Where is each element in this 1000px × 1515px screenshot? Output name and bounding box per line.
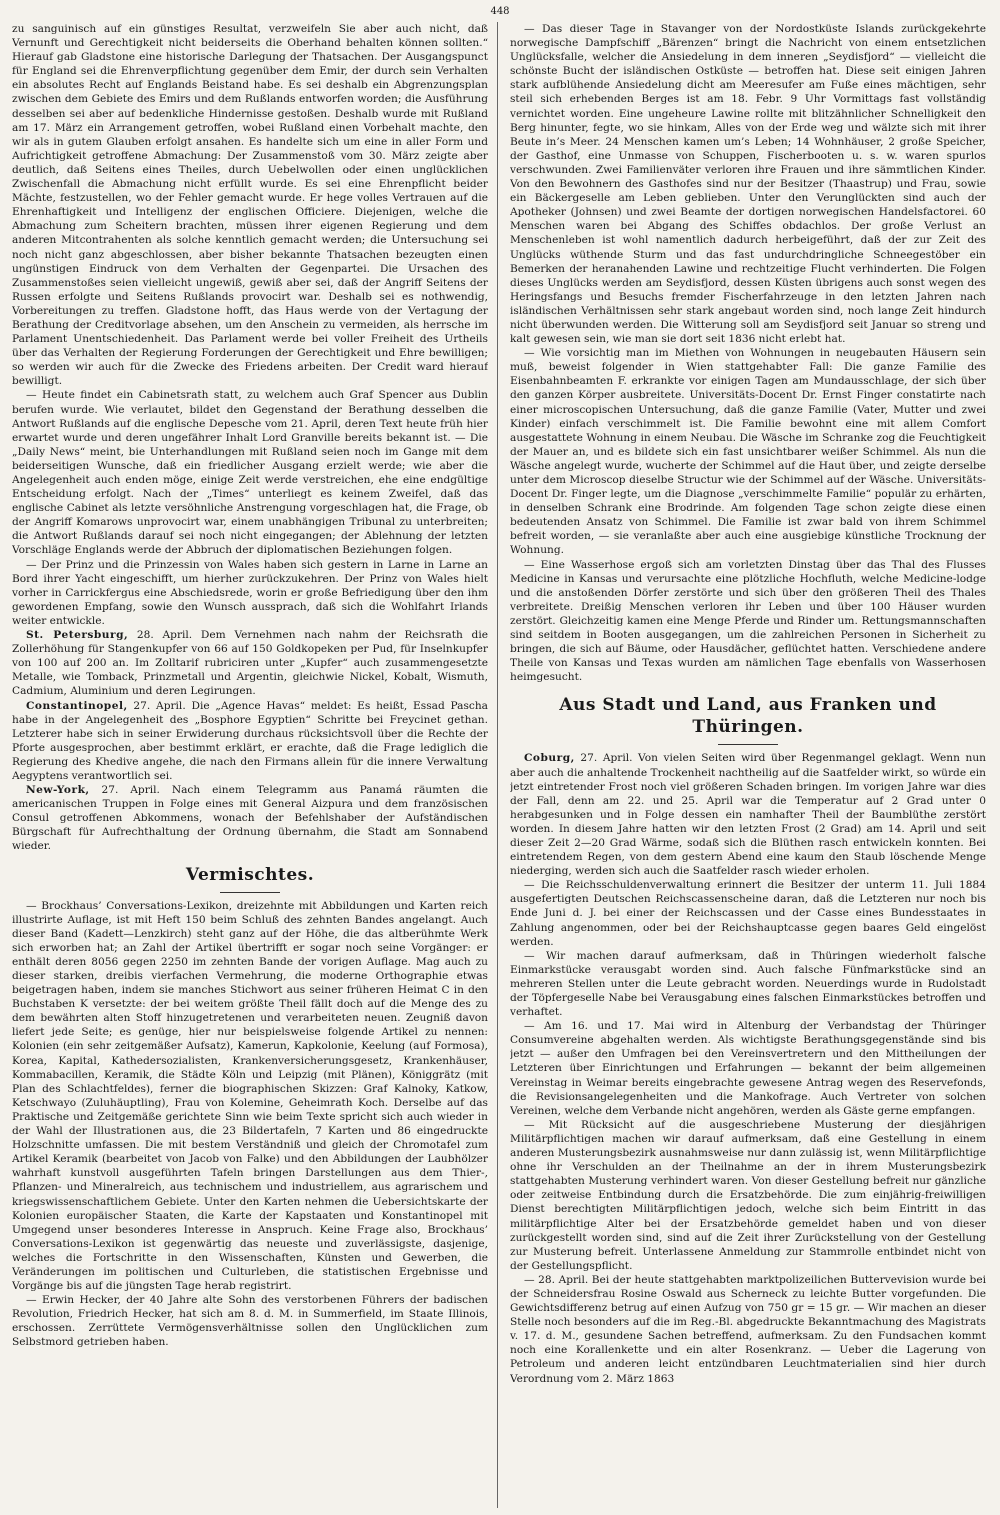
- article-constantinopel-text: 27. April. Die „Agence Havas“ meldet: Es heißt, Essad Pascha habe in der Angelegenheit des „Bosphore Egyptien“ Schritte bei Freycinet gethan. Letzterer habe sich in seiner Erwiderung durchaus rücksichtsvoll über die Rechte der Pforte ausgesprochen, aber bestimmt erklärt, er erachte, daß die Frage lediglich die Regierung des Khedive angehe, die nach den Firmans allein für die innere Verwaltung Aegyptens verantwortlich sei.: [12, 699, 488, 782]
- dateline-new-york: New-York,: [26, 784, 90, 797]
- right-column: [510, 22, 986, 1508]
- left-column: [12, 22, 488, 1508]
- article-coburg: [510, 751, 986, 878]
- section-divider: [718, 744, 778, 745]
- dateline-coburg: Coburg,: [524, 752, 575, 765]
- article-new-york: [12, 783, 488, 853]
- article-new-york-text: 27. April. Nach einem Telegramm aus Panamá räumten die americanischen Truppen in Folge eines mit General Aizpura und dem französischen Consul getroffenen Abkommens, wonach der Befehlshaber der Aufständischen Bürgschaft für Aufrechthaltung der Ordnung übernahm, die Stadt am Sonnabend wieder.: [12, 784, 488, 853]
- article-falschgeld: — Wir machen darauf aufmerksam, daß in Thüringen wiederholt falsche Einmarkstücke verausgabt worden sind. Auch falsche Fünfmarkstücke sind an mehreren Stellen unter die Leute gebracht worden. Neuerdings wurde in Rudolstadt der Töpfergeselle Nabe bei Verausgabung eines falschen Einmarkstückes betroffen und verhaftet.: [510, 949, 986, 1019]
- section-title-stadt-und-land: Aus Stadt und Land, aus Franken und Thüringen.: [559, 695, 937, 738]
- article-prince-of-wales: — Der Prinz und die Prinzessin von Wales haben sich gestern in Larne in Larne an Bord ihrer Yacht eingeschifft, um hierher zurückzukehren. Der Prinz von Wales hielt vorher in Carrickfergus eine Abschiedsrede, worin er große Befriedigung über den ihm gewordenen Empfang, sowie den Wunsch aussprach, daß sich die Wohlfahrt Irlands weiter entwickle.: [12, 558, 488, 627]
- article-st-petersburg-text: 28. April. Dem Vernehmen nach nahm der Reichsrath die Zollerhöhung für Stangenkupfer von 66 auf 150 Goldkopeken per Pud, für Inselnkupfer von 100 auf 200 an. Im Zolltarif rubriciren unter „Kupfer“ auch zusammengesetzte Metalle, wie Tomback, Prinzmetall und Argentin, gleichwie Nickel, Kobalt, Wismuth, Cadmium, Aluminium und deren Legirungen.: [12, 629, 488, 698]
- article-st-petersburg: [12, 628, 488, 698]
- article-brockhaus: — Brockhaus’ Conversations-Lexikon, dreizehnte mit Abbildungen und Karten reich illustrirte Auflage, ist mit Heft 150 beim Schluß des zehnten Bandes angelangt. Auch dieser Band (Kadett—Lenzkirch) steht ganz auf der Höhe, die das altberühmte Werk sich erworben hat; an Zahl der Artikel übertrifft er sogar noch seine Vorgänger: er enthält deren 8056 gegen 2250 im zehnten Bande der vorigen Auflage. Mag auch zu dieser starken, dreibis vierfachen Vermehrung, die moderne Orthographie etwas beigetragen haben, indem sie manches Stichwort aus seiner früheren Heimat C in den Buchstaben K versetzte: der bei weitem größte Theil fällt doch auf die Menge des zu dem bewährten alten Stoff hinzugetretenen und verarbeiteten neuen. Zeugniß davon liefert jede Seite; es genüge, hier nur beispielsweise folgende Artikel zu nennen: Kolonien (ein sehr zeitgemäßer Aufsatz), Kamerun, Kapkolonie, Keelung (auf Formosa), Korea, Kapital, Kathedersozialisten, Krankenversicherungsgesetz, Krankenhäuser, Kommabacillen, Keramik, die Städte Köln und Leipzig (mit Plänen), Königgrätz (mit Plan des Schlachtfeldes), ferner die biographischen Skizzen: Graf Kalnoky, Katkow, Ketschwayo (Zuluhäuptling), Frau von Kolemine, Geheimrath Koch. Derselbe auf das Praktische und Zeitgemäße gerichtete Sinn wie beim Texte spricht sich auch wieder in der Wahl der Illustrationen aus, die 23 Bildertafeln, 7 Karten und 86 eingedruckte Holzschnitte umfassen. Die mit bestem Verständniß und gleich der Chromotafel zum Artikel Keramik (bearbeitet von Jacob von Falke) und den Abbildungen der Laubhölzer wahrhaft kunstvoll ausgeführten Tafeln bringen Darstellungen aus dem Thier-, Pflanzen- und Mineralreich, aus technischem und industriellem, aus agrarischem und kriegswissenschaftlichem Gebiete. Unter den Karten nehmen die Uebersichtskarte der Kolonien europäischer Staaten, die Karte der Kapstaaten und Konstantinopel mit Umgegend unser besonderes Interesse in Anspruch. Keine Frage also, Brockhaus’ Conversations-Lexikon ist gegenwärtig das neueste und zuverlässigste, dasjenige, welches die Fortschritte in den Wissenschaften, Künsten und Gewerben, die Veränderungen im politischen und Culturleben, die statistischen Ergebnisse und Vorgänge bis auf die jüngsten Tage herab registrirt.: [12, 899, 488, 1293]
- page-number: 448: [490, 6, 510, 17]
- article-erwin-hecker: — Erwin Hecker, der 40 Jahre alte Sohn des verstorbenen Führers der badischen Revolution, Friedrich Hecker, hat sich am 8. d. M. in Summerfield, im Staate Illinois, erschossen. Zerrüttete Vermögensverhältnisse sollen den Unglücklichen zum Selbstmord getrieben haben.: [12, 1294, 488, 1349]
- section-divider: [220, 892, 280, 893]
- article-reichsschulden: — Die Reichsschuldenverwaltung erinnert die Besitzer der unterm 11. Juli 1884 ausgefertigten Deutschen Reichscassenscheine daran, daß die Letzteren nur noch bis Ende Juni d. J. bei einer der Reichscassen und der Casse eines Bundesstaates in Zahlung angenommen, oder bei der Reichshauptcasse gegen baares Geld eingelöst werden.: [510, 879, 986, 948]
- article-buttervevision: — 28. April. Bei der heute stattgehabten marktpolizeilichen Buttervevision wurde bei der Schneidersfrau Rosine Oswald aus Scherneck zu leichte Butter vorgefunden. Die Gewichtsdifferenz betrug auf einen Aufzug von 750 gr = 15 gr. — Wir machen an dieser Stelle noch besonders auf die im Reg.-Bl. abgedruckte Bekanntmachung des Magistrats v. 17. d. M., gesundene Sachen betreffend, aufmerksam. Zu den Fundsachen kommt noch eine Korallenkette und ein alter Rosenkranz. — Ueber die Lagerung von Petroleum und anderen leicht entzündbaren Leuchtmaterialien sind hier durch Verordnung vom 2. März 1863: [510, 1273, 986, 1385]
- column-divider: [497, 22, 498, 1508]
- article-constantinopel: [12, 699, 488, 784]
- article-seydisfjord: — Das dieser Tage in Stavanger von der Nordostküste Islands zurückgekehrte norwegische Dampfschiff „Bärenzen“ bringt die Nachricht von einem entsetzlichen Unglücksfalle, welcher die Ansiedelung in dem inneren „Seydisfjord“ — vielleicht die schönste Bucht der isländischen Ostküste — betroffen hat. Diese seit einigen Jahren stark aufblühende Ansiedelung dicht am Meeresufer am Fuße eines mächtigen, sehr steil sich erhebenden Berges ist am 18. Febr. 9 Uhr Vormittags fast vollständig vernichtet worden. Eine ungeheure Lawine rollte mit blitzähnlicher Schnelligkeit den Berg hinunter, fegte, wo sie hinkam, Alles von der Erde weg und wälzte sich mit ihrer Beute in’s Meer. 24 Menschen kamen um’s Leben; 14 Wohnhäuser, 2 große Speicher, der Gasthof, eine Unmasse von Schuppen, Fischerbooten u. s. w. waren spurlos verschwunden. Zwei Familienväter verloren ihre Frauen und ihre sämmtlichen Kinder. Von den Bewohnern des Gasthofes sind nur der Besitzer (Thaastrup) und Frau, sowie ein Bäckergeselle am Leben geblieben. Unter den Verunglückten sind auch der Apotheker (Johnsen) und zwei Beamte der dortigen norwegischen Handelsfactorei. 60 Menschen waren bei Abgang des Schiffes obdachlos. Der große Verlust an Menschenleben ist wohl namentlich dadurch herbeigeführt, daß der zur Zeit des Unglücks wüthende Sturm und das fast undurchdringliche Schneegestöber ein Bemerken der heranahenden Lawine und rechtzeitige Flucht verhinderten. Die Folgen dieses Unglücks werden am Seydisfjord, dessen Küsten übrigens auch sonst wegen des Heringsfangs und Besuchs fremder Fischerfahrzeuge in den letzten Jahren nach isländischen Verhältnissen sehr stark angebaut worden sind, noch lange Zeit hindurch nicht überwunden werden. Die Witterung soll am Seydisfjord seit Januar so streng und kalt gewesen sein, wie man sie dort seit 1836 nicht erlebt hat.: [510, 23, 986, 346]
- article-wasserhose: — Eine Wasserhose ergoß sich am vorletzten Dinstag über das Thal des Flusses Medicine in Kansas und verursachte eine plötzliche Hochfluth, welche Medicine-lodge und die anstoßenden Dörfer zerstörte und sich über den größeren Theil des Thales verbreitete. Dreißig Menschen verloren ihr Leben und über 100 Häuser wurden zerstört. Gleichzeitig kamen eine Menge Pferde und Rinder um. Rettungsmannschaften sind seitdem in Booten ausgegangen, um die zahlreichen Personen in Sicherheit zu bringen, die sich auf Bäume, oder Hausdächer, geflüchtet hatten. Verschiedene andere Theile von Kansas und Texas wurden am nämlichen Tage ebenfalls von Wasserhosen heimgesucht.: [510, 558, 986, 684]
- article-coburg-text: 27. April. Von vielen Seiten wird über Regenmangel geklagt. Wenn nun aber auch die anhaltende Trockenheit nachtheilig auf die Saatfelder wirkt, so würde ein jetzt eintretender Frost noch viel größeren Schaden bringen. Im vorigen Jahre war dies der Fall, denn am 22. und 25. April war die Temperatur auf 2 Grad unter 0 herabgesunken und in Folge dessen ein namhafter Theil der Baumblüthe zerstört worden. In diesem Jahre hatten wir den letzten Frost (2 Grad) am 14. April und seit dieser Zeit 2—20 Grad Wärme, sodaß sich die Blüthen rasch entwickeln konnten. Bei eintretendem Regen, von dem gestern Abend eine kaum den Staub löschende Menge niederging, werden sich auch die Saatfelder rasch wieder erholen.: [510, 752, 986, 878]
- article-gladstone: zu sanguinisch auf ein günstiges Resultat, verzweifeln Sie aber auch nicht, daß Vernunft und Gerechtigkeit nicht beiderseits die Oberhand behalten können sollten.“ Hierauf gab Gladstone eine historische Darlegung der Thatsachen. Der Ausgangspunct für England sei die Ehrenverpflichtung gegenüber dem Emir, der durch sein Verhalten ein absolutes Recht auf Englands Beistand habe. Es sei deshalb ein Abgrenzungsplan zwischen dem Gebiete des Emirs und dem Rußlands entworfen worden; die Ausführung desselben sei aber auf bedenkliche Hindernisse gestoßen. Deshalb wurde mit Rußland am 17. März ein Arrangement getroffen, wobei Rußland einen Vorbehalt machte, den wir als in gutem Glauben erfolgt ansahen. Es handelte sich um eine in aller Form und Aufrichtigkeit getroffene Abmachung: Der Zusammenstoß vom 30. März zeigte aber deutlich, daß Seitens eines Theiles, durch Uebelwollen oder einen unglücklichen Zwischenfall die Abmachung nicht erfüllt wurde. Es sei eine Ehrenpflicht beider Mächte, festzustellen, wo der Fehler gemacht wurde. Er hege volles Vertrauen auf die Ehrenhaftigkeit und Intelligenz der englischen Officiere. Diejenigen, welche die Abmachung zum Scheitern brachten, müssen ihrer eigenen Regierung und dem anderen Mitcontrahenten als solche kenntlich gemacht werden; die Untersuchung sei noch nicht ganz abgeschlossen, aber bisher bekannte Thatsachen bezeugten einen ungünstigen Eindruck von dem Verhalten der Gegenpartei. Die Ursachen des Zusammenstoßes seien vielleicht ungewiß, gewiß aber sei, daß der Angriff Seitens der Russen erfolgte und Seitens Rußlands provocirt war. Deshalb sei es nothwendig, Vorbereitungen zu treffen. Gladstone hofft, das Haus werde von der Vertagung der Berathung der Creditvorlage absehen, um den Anschein zu vermeiden, als herrsche im Parlament Unentschiedenheit. Das Parlament werde bei voller Freiheit des Urtheils über das Verhalten der Regierung Forderungen der Gerechtigkeit und Ehre bewilligen; so werden wir auch für die Zwecke des Friedens arbeiten. Der Credit ward hierauf bewilligt.: [12, 23, 488, 388]
- dateline-st-petersburg: St. Petersburg,: [26, 629, 129, 642]
- dateline-constantinopel: Constantinopel,: [26, 699, 128, 712]
- section-title-vermischtes: Vermischtes.: [185, 864, 315, 885]
- article-musterung: — Mit Rücksicht auf die ausgeschriebene Musterung der diesjährigen Militärpflichtigen machen wir darauf aufmerksam, daß eine Gestellung in einem anderen Musterungsbezirk ausnahmsweise nur dann zulässig ist, wenn Militärpflichtige ohne ihr Verschulden an der Theilnahme an der in ihrem Musterungsbezirk stattgehabten Musterung verhindert waren. Von dieser Gestellung befreit nur gänzliche oder zeitweise Entbindung durch die Ersatzbehörde. Die zum einjährig-freiwilligen Dienst berechtigten Militärpflichtigen jedoch, welche sich beim Eintritt in das militärpflichtige Alter bei der Ersatzbehörde gemeldet haben und von dieser zurückgestellt worden sind, sind auf die Zeit ihrer Zurückstellung von der Gestellung zur Musterung befreit. Unterlassene Anmeldung zur Stammrolle entbindet nicht von der Gestellungspflicht.: [510, 1118, 986, 1272]
- article-cabinetsrath: — Heute findet ein Cabinetsrath statt, zu welchem auch Graf Spencer aus Dublin berufen wurde. Wie verlautet, bildet den Gegenstand der Berathung desselben die Antwort Rußlands auf die englische Depesche vom 21. April, deren Text heute früh hier erwartet wurde und deren ungefährer Inhalt Lord Granville bereits bekannt ist. — Die „Daily News“ meint, bie Unterhandlungen mit Rußland seien noch im Gange mit dem beiderseitigen Wunsche, daß ein friedlicher Ausgang erzielt werde; wie aber die Angelegenheit auch enden möge, einige Zeit werde verstreichen, ehe eine endgültige Entscheidung erfolgt. Nach der „Times“ unterliegt es keinem Zweifel, daß das englische Cabinet als letzte versöhnliche Anstrengung vorgeschlagen hat, die Frage, ob der Angriff Komarows unprovocirt war, einem unabhängigen Tribunal zu unterbreiten; die Antwort Rußlands darauf sei noch nicht eingegangen; der Ablehnung der letzten Vorschläge Englands werde der Abbruch der diplomatischen Beziehungen folgen.: [12, 389, 488, 557]
- article-consumvereine: — Am 16. und 17. Mai wird in Altenburg der Verbandstag der Thüringer Consumvereine abgehalten werden. Als wichtigste Berathungsgegenstände sind bis jetzt — außer den Umfragen bei den Vereinsvertretern und den Mittheilungen der Letzteren über Einrichtungen und Erfahrungen — bekannt der beim allgemeinen Vereinstag in Weimar bereits eingebrachte gewesene Antrag wegen des Reservefonds, die Revisionsangelegenheiten und die Mankofrage. Auch Vertreter von solchen Vereinen, welche dem Verbande nicht angehören, werden als Gäste gerne empfangen.: [510, 1020, 986, 1117]
- article-wien-schimmel: — Wie vorsichtig man im Miethen von Wohnungen in neugebauten Häusern sein muß, beweist folgender in Wien stattgehabter Fall: Die ganze Familie des Eisenbahnbeamten F. erkrankte vor einigen Tagen am Mundausschlage, der sich über den ganzen Körper ausbreitete. Universitäts-Docent Dr. Ernst Finger constatirte nach einer microscopischen Untersuchung, daß die ganze Familie (Vater, Mutter und zwei Kinder) einfach verschimmelt ist. Die Familie bewohnt eine mit allem Comfort ausgestattete Wohnung in einem Neubau. Die Wäsche im Schranke zog die Feuchtigkeit der Mauer an, und es bildete sich ein fast unsichtbarer weißer Schimmel. Als nun die Wäsche angelegt wurde, wucherte der Schimmel auf die Haut über, und zeigte derselbe unter dem Microscop dieselbe Structur wie der Schimmel auf der Wäsche. Universitäts-Docent Dr. Finger legte, um die Diagnose „verschimmelte Familie“ populär zu erhärten, in denselben Schrank eine Brodrinde. Am folgenden Tage schon zeigte diese einen bedeutenden Ansatz von Schimmel. Die Familie ist zwar bald von ihrem Schimmel befreit worden, — sie veranlaßte aber auch eine ausgiebige künstliche Trocknung der Wohnung.: [510, 347, 986, 557]
